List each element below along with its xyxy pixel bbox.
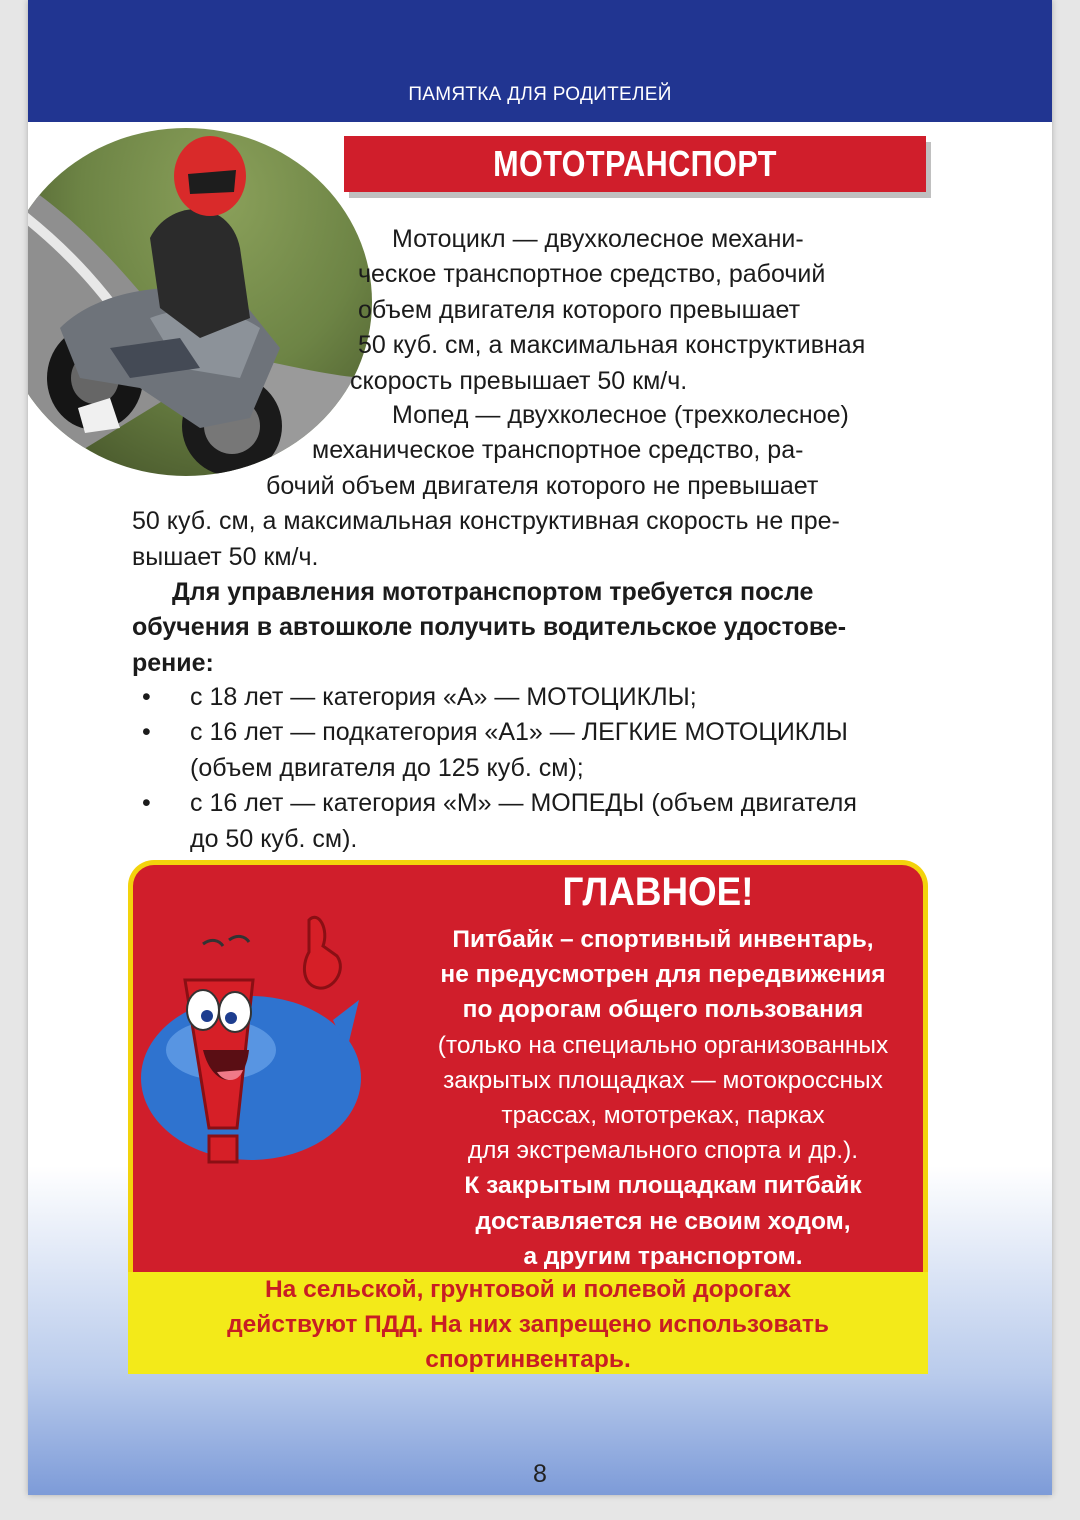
- header-title: ПАМЯТКА ДЛЯ РОДИТЕЛЕЙ: [408, 84, 672, 105]
- category-list: [140, 680, 926, 857]
- warning-title: ГЛАВНОЕ!: [562, 870, 754, 914]
- moped-definition: Мопед — двухколесное (трехколесное) механическое транспортное средство, ра- бочий объем двигателя которого не превышает 50 куб. см, а максимальная конструктивная скорость не пре- вышает 50 км/ч.: [132, 401, 849, 571]
- warning-text: Питбайк – спортивный инвентарь, не предусмотрен для передвижения по дорогам общего пользования (только на специально организованных закрытых площадках — мотокроссных трассах, мототреках, парках для экстремального спорта и др.). К закрытым площадкам питбайк доставляется не своим ходом, а другим транспортом.: [437, 926, 889, 1270]
- section-title: МОТОТРАНСПОРТ: [493, 143, 777, 184]
- list-item: • с 18 лет — категория «А» — МОТОЦИКЛЫ;: [140, 680, 926, 715]
- yellow-note-text: На сельской, грунтовой и полевой дорогах действуют ПДД. На них запрещено использовать спортинвентарь.: [227, 1276, 829, 1373]
- list-item: • с 16 лет — категория «М» — МОПЕДЫ (объем двигателя до 50 куб. см).: [140, 786, 926, 857]
- page-number: 8: [533, 1460, 547, 1488]
- list-item: • с 16 лет — подкатегория «А1» — ЛЕГКИЕ МОТОЦИКЛЫ (объем двигателя до 125 куб. см);: [140, 715, 926, 786]
- exclamation-mascot-icon: [133, 900, 373, 1200]
- motorcycle-definition: Мотоцикл — двухколесное механи- ческое транспортное средство, рабочий объем двигателя которого превышает 50 куб. см, а максимальная конструктивная скорость превышает 50 км/ч.: [350, 225, 866, 395]
- license-requirement: Для управления мототранспортом требуется после обучения в автошколе получить водительское удостове- рение:: [132, 578, 847, 677]
- document-page: [28, 0, 1052, 1495]
